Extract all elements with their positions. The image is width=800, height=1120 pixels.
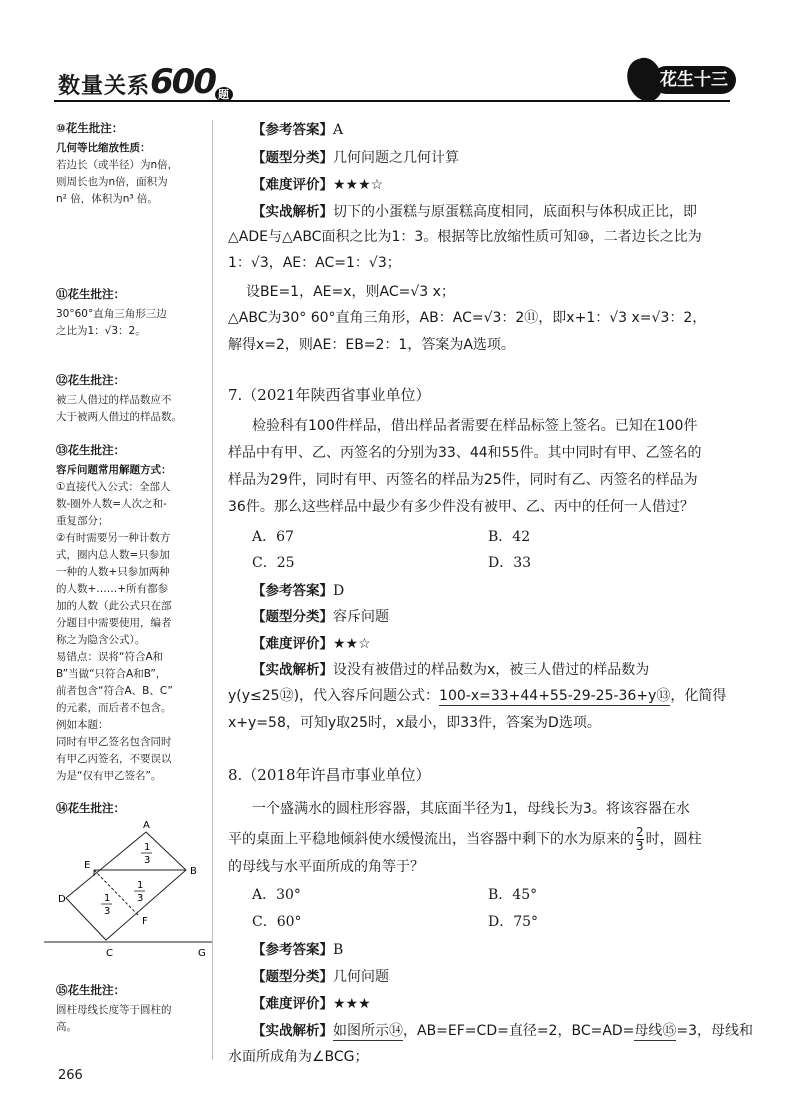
q7-option-c: C．25	[252, 555, 295, 571]
note-title: ⑪花生批注：	[56, 287, 125, 301]
q8-type: 【题型分类】几何问题	[252, 969, 389, 985]
q8-option-d: D．75°	[488, 914, 539, 930]
note-line: 易错点：误将“符合A和	[56, 651, 164, 663]
note-line: 前者包含“符合A、B、C”	[56, 685, 173, 697]
note-line: 高。	[56, 1021, 77, 1033]
q7-stem-line: 样品中有甲、乙、丙签名的分别为33、44和55件。其中同时有甲、乙签名的	[228, 445, 702, 461]
fraction-numerator: 2	[636, 825, 644, 839]
note-line: 则周长也为n倍，面积为	[56, 176, 168, 188]
note-line: 被三人借过的样品数应不	[56, 394, 172, 406]
note-15	[56, 982, 208, 1036]
note-line: ①直接代入公式：全部人	[56, 481, 171, 493]
book-title-ti: 题	[215, 87, 233, 102]
note-line: 例如本题：	[56, 719, 109, 731]
book-title-number: 600	[150, 62, 215, 102]
note-line: 分题目中需要使用，编者	[56, 617, 172, 629]
q8-analysis-line: 【实战解析】如图所示⑭，AB=EF=CD=直径=2，BC=AD=母线⑮=3，母线和	[252, 1023, 754, 1039]
note-line: ②有时需要另一种计数方	[56, 532, 171, 544]
brand-text: 花生十三	[652, 66, 736, 94]
q7-stem-line: 样品为29件，同时有甲、丙签名的样品为25件，同时有乙、丙签名的样品为	[228, 472, 698, 488]
q8-analysis-line: 水面所成角为∠BCG；	[228, 1049, 369, 1065]
q7-option-b: B．42	[488, 529, 531, 545]
frac-left-num: 1	[104, 893, 111, 904]
book-title-text: 数量关系	[58, 74, 151, 99]
q7-type: 【题型分类】容斥问题	[252, 609, 389, 625]
note-line: 称之为隐含公式）。	[56, 634, 146, 646]
q6-analysis-line: 设BE=1，AE=x，则AC=√3 x；	[246, 284, 455, 300]
diagram-label-c: C	[106, 948, 113, 959]
note-12	[56, 372, 208, 426]
q7-heading: 7.（2021年陕西省事业单位）	[228, 386, 431, 404]
q7-option-d: D．33	[488, 555, 532, 571]
note-line: 几何等比缩放性质：	[56, 142, 151, 154]
q6-analysis-line: 解得x=2，则AE：EB=2：1，答案为A选项。	[228, 337, 515, 353]
note-14	[56, 800, 208, 820]
note-11	[56, 286, 208, 340]
note-line: 的元素，而后者不包含。	[56, 702, 172, 714]
q8-answer: 【参考答案】B	[252, 942, 344, 958]
q8-stem-line: 一个盛满水的圆柱形容器，其底面半径为1，母线长为3。将该容器在水	[252, 801, 690, 817]
header-rule	[54, 100, 730, 102]
note-title: ⑭花生批注：	[56, 801, 125, 815]
q7-difficulty: 【难度评价】★★☆	[252, 636, 371, 652]
frac-top-den: 3	[144, 855, 151, 866]
note-line: B”当做“只符合A和B”，	[56, 668, 167, 680]
q7-analysis-line: x+y=58，可知y取25时，x最小，即33件，答案为D选项。	[228, 715, 601, 731]
note-line: 重复部分；	[56, 515, 109, 527]
q8-heading: 8.（2018年许昌市事业单位）	[228, 766, 431, 784]
page-number: 266	[58, 1068, 83, 1083]
q6-difficulty: 【难度评价】★★★☆	[252, 177, 384, 193]
note-line: 大于被两人借过的样品数。	[56, 411, 182, 423]
note-line: 的人数+……+所有都参	[56, 583, 169, 595]
tilted-cylinder-diagram	[44, 818, 214, 966]
note-line: 数-圈外人数=人次之和-	[56, 498, 167, 510]
q7-stem-line: 36件。那么这些样品中最少有多少件没有被甲、乙、丙中的任何一人借过？	[228, 499, 694, 515]
q8-option-b: B．45°	[488, 887, 538, 903]
note-title: ⑫花生批注：	[56, 373, 125, 387]
q6-type: 【题型分类】几何问题之几何计算	[252, 150, 459, 166]
frac-top-num: 1	[144, 842, 151, 853]
diagram-label-f: F	[142, 916, 148, 927]
q8-difficulty: 【难度评价】★★★	[252, 996, 371, 1012]
diagram-label-a: A	[143, 820, 150, 831]
note-line: 30°60°直角三角形三边	[56, 308, 167, 320]
q7-answer: 【参考答案】D	[252, 583, 345, 599]
diagram-label-b: B	[190, 866, 197, 877]
note-title: ⑮花生批注：	[56, 983, 125, 997]
note-line: 圆柱母线长度等于圆柱的	[56, 1004, 172, 1016]
note-line: 加的人数（此公式只在部	[56, 600, 172, 612]
diagram-label-g: G	[198, 948, 206, 959]
note-line: 一种的人数+只参加两种	[56, 566, 170, 578]
q6-analysis-line: △ABC为30° 60°直角三角形，AB：AC=√3：2⑪，即x+1：√3 x=√3：2，	[228, 310, 707, 326]
q7-analysis-line: y(y≤25⑫)，代入容斥问题公式：100-x=33+44+55-29-25-36+y⑬，化简得	[228, 688, 727, 704]
brand-logo	[628, 58, 736, 102]
frac-left-den: 3	[104, 906, 111, 917]
note-line: n² 倍，体积为n³ 倍。	[56, 193, 158, 205]
note-10	[56, 120, 208, 208]
book-title	[58, 62, 233, 102]
note-line: 同时有甲乙签名包含同时	[56, 736, 172, 748]
note-line: 式，圈内总人数=只参加	[56, 549, 170, 561]
q7-analysis-line: 【实战解析】设没有被借过的样品数为x，被三人借过的样品数为	[252, 662, 650, 678]
q6-analysis-line: △ADE与△ABC面积之比为1：3。根据等比放缩性质可知⑩，二者边长之比为	[228, 229, 702, 245]
q7-stem-line: 检验科有100件样品，借出样品者需要在样品标签上签名。已知在100件	[252, 418, 698, 434]
q6-analysis-line: 【实战解析】切下的小蛋糕与原蛋糕高度相同，底面积与体积成正比，即	[252, 204, 697, 220]
note-line: 有甲乙丙签名，不要误以	[56, 753, 172, 765]
frac-mid-num: 1	[137, 880, 144, 891]
diagram-label-d: D	[58, 894, 66, 905]
q8-option-c: C．60°	[252, 914, 302, 930]
q8-stem-line: 的母线与水平面所成的角等于？	[228, 859, 424, 875]
q8-stem-line: 平的桌面上平稳地倾斜使水缓慢流出，当容器中剩下的水为原来的 $\frac{2}{3}$ 时，圆柱	[228, 825, 702, 853]
frac-mid-den: 3	[137, 893, 144, 904]
diagram-label-e: E	[84, 860, 91, 871]
q7-option-a: A．67	[252, 529, 294, 545]
q6-analysis-line: 1：√3，AE：AC=1：√3；	[228, 255, 401, 271]
note-title: ⑩花生批注：	[56, 121, 124, 135]
note-13	[56, 442, 208, 785]
note-line: 为是“仅有甲乙签名”。	[56, 770, 162, 782]
fraction-denominator: 3	[636, 839, 644, 853]
q8-option-a: A．30°	[252, 887, 301, 903]
note-line: 若边长（或半径）为n倍，	[56, 159, 179, 171]
q6-answer: 【参考答案】A	[252, 122, 344, 138]
note-title: ⑬花生批注：	[56, 443, 125, 457]
note-line: 容斥问题常用解题方式：	[56, 464, 172, 476]
note-line: 之比为1：√3：2。	[56, 325, 146, 337]
